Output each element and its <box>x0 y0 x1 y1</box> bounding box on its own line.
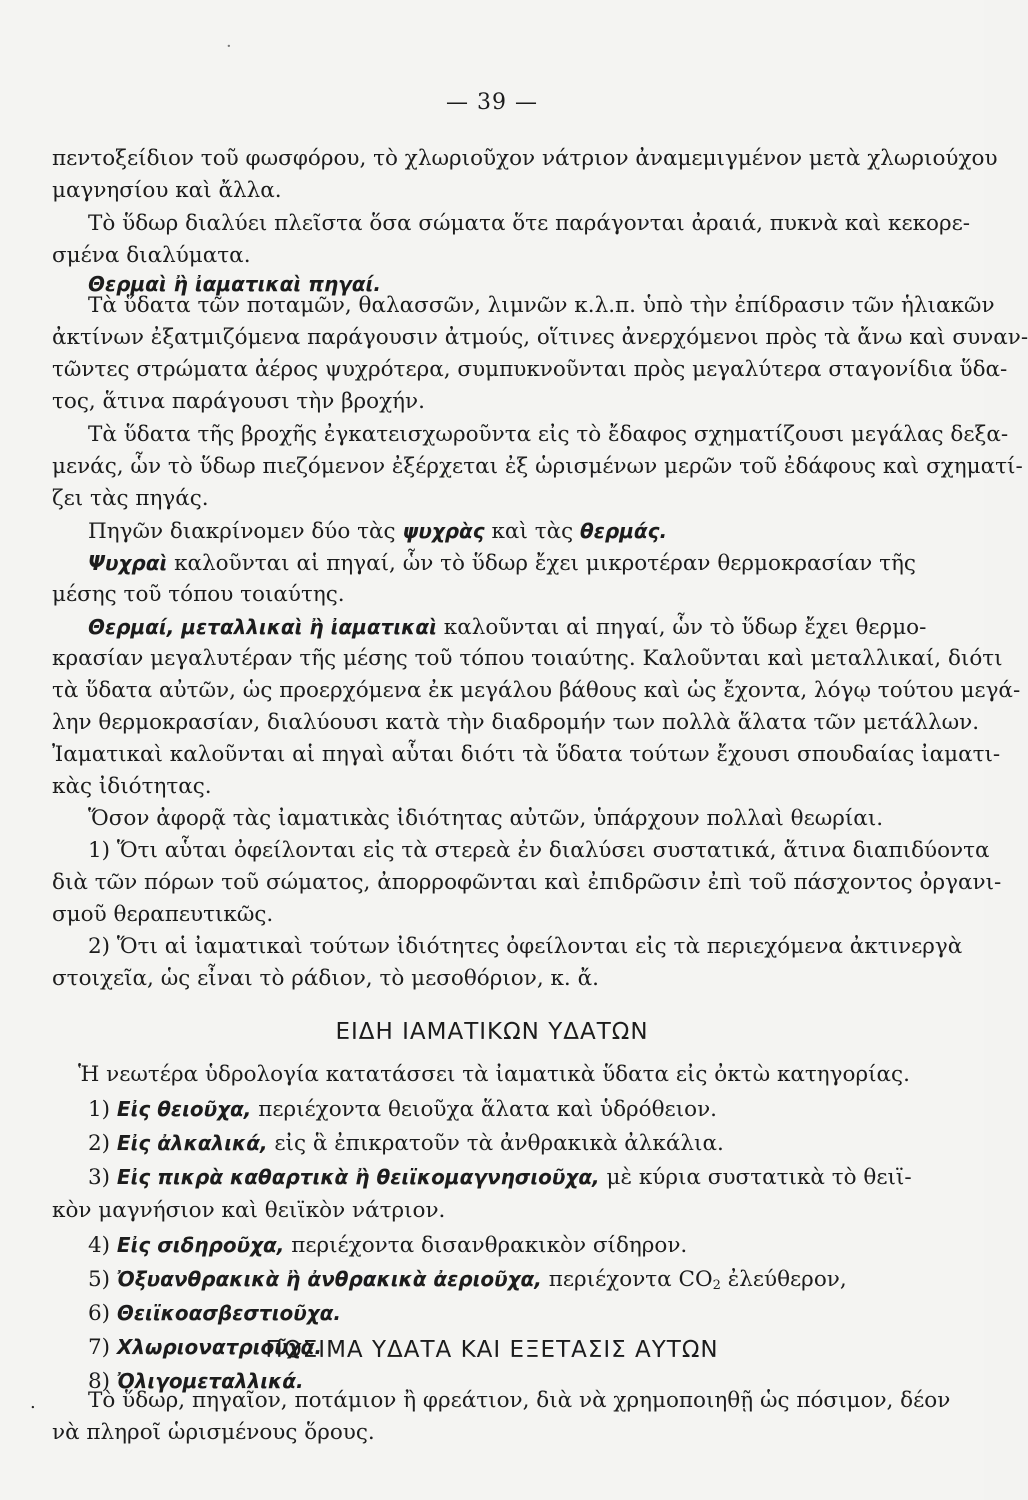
intro-line: Ἡ νεωτέρα ὑδρολογία κατατάσσει τὰ ἰαματικὰ ὕδατα εἰς ὀκτὼ κατηγορίας. <box>78 1062 910 1087</box>
text-line: Ὅσον ἀφορᾷ τὰς ἰαματικὰς ἰδιότητας αὐτῶν, ὑπάρχουν πολλαὶ θεωρίαι. <box>88 806 884 831</box>
page-number: — 39 — <box>446 90 538 115</box>
text-line: μαγνησίου καὶ ἄλλα. <box>52 178 282 203</box>
text-line: Τὸ ὕδωρ, πηγαῖον, ποτάμιον ἢ φρεάτιον, διὰ νὰ χρημοποιηθῇ ὡς πόσιμον, δέον <box>88 1388 951 1413</box>
category-name: Εἰς σιδηροῦχα, <box>116 1233 285 1257</box>
text-line: ἀκτίνων ἐξατμιζόμενα παράγουσιν ἀτμούς, οἵτινες ἀνερχόμενοι πρὸς τὰ ἄνω καὶ συναν- <box>52 325 1028 350</box>
text-line: Τὸ ὕδωρ διαλύει πλεῖστα ὅσα σώματα ὅτε παράγονται ἀραιά, πυκνὰ καὶ κεκορε- <box>88 211 971 236</box>
category-number: 8) <box>88 1369 111 1394</box>
text-line: στοιχεῖα, ὡς εἶναι τὸ ράδιον, τὸ μεσοθόριον, κ. ἄ. <box>52 966 599 991</box>
text-line: ζει τὰς πηγάς. <box>52 486 209 511</box>
text-line: τῶντες στρώματα ἀέρος ψυχρότερα, συμπυκνοῦνται πρὸς μεγαλύτερα σταγονίδια ὕδα- <box>52 357 1008 382</box>
text-line: κὰς ἰδιότητας. <box>52 774 212 799</box>
text-line: διὰ τῶν πόρων τοῦ σώματος, ἀπορροφῶνται καὶ ἐπιδρῶσιν ἐπὶ τοῦ πάσχοντος ὀργανι- <box>52 870 1002 895</box>
text-line: λην θερμοκρασίαν, διαλύουσι κατὰ τὴν διαδρομήν των πολλὰ ἅλατα τῶν μετάλλων. <box>52 710 980 735</box>
text-line-spring-types <box>88 514 898 549</box>
emphasis-hot: θερμάς. <box>580 519 668 543</box>
section-title-drinking-water: ΠΟΣΙΜΑ ΥΔΑΤΑ ΚΑΙ ΕΞΕΤΑΣΙΣ ΑΥΤΩΝ <box>265 1337 719 1363</box>
category-number: 6) <box>88 1301 111 1326</box>
emphasis-cold-springs: Ψυχραὶ <box>88 551 168 575</box>
subscript-two: 2 <box>712 1278 721 1293</box>
category-name: Ὀλιγομεταλλικά. <box>116 1369 304 1393</box>
text-fragment: καὶ τὰς <box>491 519 574 544</box>
category-name: Θειϊκοασβεστιοῦχα. <box>116 1301 341 1325</box>
category-name: Εἰς θειοῦχα, <box>116 1097 252 1121</box>
category-number: 4) <box>88 1233 111 1258</box>
category-desc: εἰς ἃ ἐπικρατοῦν τὰ ἀνθρακικὰ ἀλκάλια. <box>274 1131 724 1156</box>
category-desc: περιέχοντα θειοῦχα ἅλατα καὶ ὑδρόθειον. <box>258 1097 717 1122</box>
emphasis-cold: ψυχρὰς <box>402 519 485 543</box>
text-line-cold-springs <box>88 546 916 581</box>
text-line: κρασίαν μεγαλυτέραν τῆς μέσης τοῦ τόπου τοιαύτης. Καλοῦνται καὶ μεταλλικαί, διότι <box>52 646 1003 671</box>
text-line: μενάς, ὧν τὸ ὕδωρ πιεζόμενον ἐξέρχεται ἐξ ὡρισμένων μερῶν τοῦ ἐδάφους καὶ σχηματί- <box>52 454 1023 479</box>
text-line: 2) Ὅτι αἱ ἰαματικαὶ τούτων ἰδιότητες ὀφείλονται εἰς τὰ περιεχόμενα ἀκτινεργὰ <box>88 934 963 959</box>
category-item <box>88 1296 898 1331</box>
category-item <box>88 1160 912 1195</box>
category-name: Χλωριονατριοῦχα. <box>116 1335 322 1359</box>
text-line-hot-springs <box>88 610 927 645</box>
category-item <box>88 1228 898 1263</box>
category-number: 7) <box>88 1335 111 1360</box>
text-line: τὰ ὕδατα αὐτῶν, ὡς προερχόμενα ἐκ μεγάλου βάθους καὶ ὡς ἔχοντα, λόγῳ τούτου μεγά- <box>52 678 1021 703</box>
category-desc: περιέχοντα δισανθρακικὸν σίδηρον. <box>291 1233 688 1258</box>
category-name: Εἰς ἀλκαλικά, <box>116 1131 268 1155</box>
text-line: Τὰ ὕδατα τῶν ποταμῶν, θαλασσῶν, λιμνῶν κ.λ.π. ὑπὸ τὴν ἐπίδρασιν τῶν ἡλιακῶν <box>88 293 995 318</box>
category-name: Εἰς πικρὰ καθαρτικὰ ἢ θειϊκομαγνησιοῦχα, <box>116 1165 600 1189</box>
text-line: Τὰ ὕδατα τῆς βροχῆς ἐγκατεισχωροῦντα εἰς τὸ ἔδαφος σχηματίζουσι μεγάλας δεξα- <box>88 422 1009 447</box>
text-line: σμοῦ θεραπευτικῶς. <box>52 902 274 927</box>
section-heading-thermal-springs: Θερμαὶ ἢ ἰαματικαὶ πηγαί. <box>88 272 381 296</box>
category-item <box>88 1092 898 1127</box>
category-desc-end: ἐλεύθερον, <box>727 1267 847 1292</box>
text-line: 1) Ὅτι αὗται ὀφείλονται εἰς τὰ στερεὰ ἐν διαλύσει συστατικά, ἅτινα διαπιδύοντα <box>88 838 990 863</box>
text-line: μέσης τοῦ τόπου τοιαύτης. <box>52 582 345 607</box>
text-line: πεντοξείδιον τοῦ φωσφόρου, τὸ χλωριοῦχον νάτριον ἀναμεμιγμένον μετὰ χλωριούχου <box>52 146 998 171</box>
category-desc: περιέχοντα CO <box>548 1267 713 1292</box>
text-fragment: καλοῦνται αἱ πηγαί, ὧν τὸ ὕδωρ ἔχει μικροτέραν θερμοκρασίαν τῆς <box>174 551 916 576</box>
category-name: Ὀξυανθρακικὰ ἢ ἀνθρακικὰ ἀεριοῦχα, <box>116 1267 542 1291</box>
category-number: 1) <box>88 1097 111 1122</box>
scan-mark: · <box>226 36 232 57</box>
category-number: 2) <box>88 1131 111 1156</box>
category-number: 3) <box>88 1165 111 1190</box>
text-fragment: Πηγῶν διακρίνομεν δύο τὰς <box>88 519 396 544</box>
section-title-medicinal-waters: ΕΙΔΗ ΙΑΜΑΤΙΚΩΝ ΥΔΑΤΩΝ <box>335 1019 649 1045</box>
text-fragment: καλοῦνται αἱ πηγαί, ὧν τὸ ὕδωρ ἔχει θερμο- <box>443 615 927 640</box>
category-item <box>88 1126 898 1161</box>
text-line: Ἰαματικαὶ καλοῦνται αἱ πηγαὶ αὗται διότι τὰ ὕδατα τούτων ἔχουσι σπουδαίας ἰαματι- <box>52 742 1001 767</box>
text-line: τος, ἅτινα παράγουσι τὴν βροχήν. <box>52 389 425 414</box>
text-line: σμένα διαλύματα. <box>52 243 251 268</box>
category-continuation: κὸν μαγνήσιον καὶ θειϊκὸν νάτριον. <box>52 1198 446 1223</box>
category-desc: μὲ κύρια συστατικὰ τὸ θειϊ- <box>606 1165 912 1190</box>
text-line: νὰ πληροῖ ὡρισμένους ὅρους. <box>52 1420 375 1445</box>
emphasis-hot-springs: Θερμαί, μεταλλικαὶ ἢ ἰαματικαὶ <box>88 615 437 639</box>
category-number: 5) <box>88 1267 111 1292</box>
margin-dot: . <box>30 1392 36 1413</box>
